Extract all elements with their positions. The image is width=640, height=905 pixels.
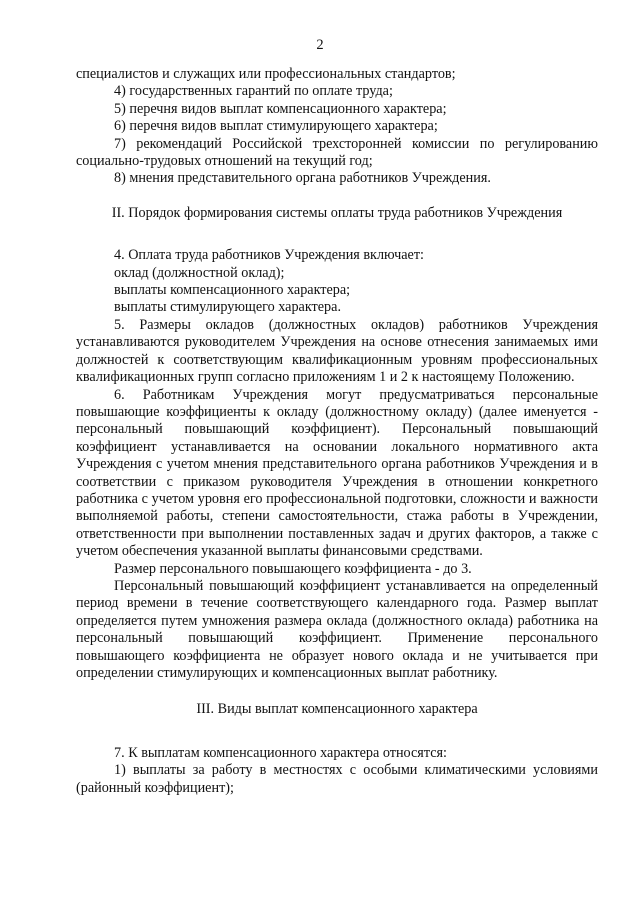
list-item: 8) мнения представительного органа работников Учреждения. xyxy=(114,170,491,187)
paragraph: 4. Оплата труда работников Учреждения включает: xyxy=(114,247,424,264)
page-number: 2 xyxy=(316,37,324,53)
list-item: 4) государственных гарантий по оплате труда; xyxy=(114,83,393,100)
list-item: 7) рекомендаций Российской трехсторонней комиссии по регулированию социально-трудовых отношений на текущий год; xyxy=(76,135,598,170)
paragraph: Персональный повышающий коэффициент устанавливается на определенный период времени в течение соответствующего календарного года. Размер выплат определяется путем умножения размера оклада (должностного оклада) работника на персональный повышающий коэффициент. Применение персонального повышающего коэффициента не образует нового оклада и не учитывается при определении стимулирующих и компенсационных выплат работнику. xyxy=(76,577,598,681)
list-item: оклад (должностной оклад); xyxy=(114,264,285,281)
paragraph: 7. К выплатам компенсационного характера относятся: xyxy=(114,744,447,761)
list-item: выплаты компенсационного характера; xyxy=(114,282,351,299)
paragraph: 5. Размеры окладов (должностных окладов) работников Учреждения устанавливаются руководителем Учреждения на основе отнесения занимаемых ими должностей к соответствующим квалификационным уровням профессиональных квалификационных групп согласно приложениям 1 и 2 к настоящему Положению. xyxy=(76,316,598,386)
list-item: 5) перечня видов выплат компенсационного характера; xyxy=(114,100,447,117)
paragraph: 6. Работникам Учреждения могут предусматриваться персональные повышающие коэффициенты к окладу (должностному окладу) (далее именуется - персональный повышающий коэффициент). Персональный повышающий коэффициент устанавливается на основании локального нормативного акта Учреждения с учетом мнения представительного органа работников Учреждения и в соответствии с приказом руководителя Учреждения в отношении конкретного работника с учетом уровня его профессиональной подготовки, сложности и важности выполняемой работы, степени самостоятельности, стажа работы в Учреждении, ответственности при выполнении поставленных задач и других факторов, а также с учетом обеспечения указанной выплаты финансовыми средствами. xyxy=(76,386,598,560)
paragraph-continuation: специалистов и служащих или профессиональных стандартов; xyxy=(76,66,456,82)
paragraph: Размер персонального повышающего коэффициента - до 3. xyxy=(114,560,472,577)
list-item: выплаты стимулирующего характера. xyxy=(114,299,341,316)
list-item: 6) перечня видов выплат стимулирующего характера; xyxy=(114,118,438,135)
section-heading-2: II. Порядок формирования системы оплаты труда работников Учреждения xyxy=(111,204,563,221)
document-body xyxy=(76,66,598,797)
list-item: 1) выплаты за работу в местностях с особыми климатическими условиями (районный коэффициент); xyxy=(76,762,598,796)
section-heading-3: III. Виды выплат компенсационного характера xyxy=(196,701,478,718)
